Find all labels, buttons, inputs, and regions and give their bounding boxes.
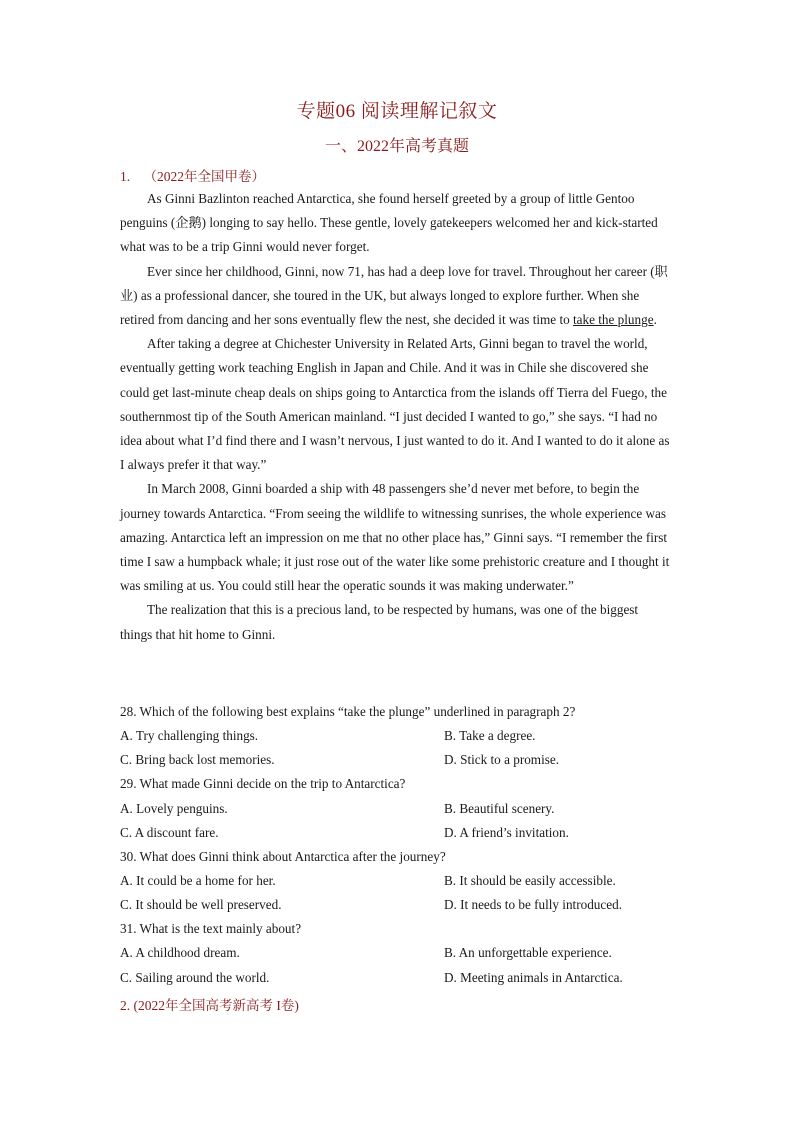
q29-option-d: D. A friend’s invitation. (444, 825, 569, 840)
paragraph-3: After taking a degree at Chichester University in Related Arts, Ginni began to travel the world, eventually getting work teaching English in Japan and Chile. And it was in Chile she discovered she could get last-minute cheap deals on ships going to Antarctica from the islands off Tierra del Fuego, the southernmost tip of the South American mainland. “I just decided I wanted to go,” she says. “I had no idea about what I’d find there and I wasn’t nervous, I just wanted to do it. And I wanted to do it alone as I always prefer it that way.” (120, 336, 670, 473)
paragraph-1: As Ginni Bazlinton reached Antarctica, she found herself greeted by a group of little Gentoo penguins (企鹅) longing to say hello. These gentle, lovely gatekeepers welcomed her and kick-started what was to be a trip Ginni would never forget. (120, 191, 658, 255)
q30-option-c: C. It should be well preserved. (120, 897, 282, 912)
q28-option-a: A. Try challenging things. (120, 728, 259, 743)
passage-source: （2022年全国甲卷） (143, 169, 265, 184)
passage-1-body (120, 187, 672, 647)
q30-option-d: D. It needs to be fully introduced. (444, 897, 622, 912)
q28-option-c: C. Bring back lost memories. (120, 752, 275, 767)
q28-option-b: B. Take a degree. (444, 728, 536, 743)
page-title: 专题06 阅读理解记叙文 (296, 101, 498, 122)
q30-option-a: A. It could be a home for her. (120, 873, 276, 888)
paragraph-2-text: Ever since her childhood, Ginni, now 71, has had a deep love for travel. Throughout her career (职业) as a professional dancer, she toured in the UK, but always longed to explore further. When she retired from dancing and her sons eventually flew the nest, she decided it was time to (120, 263, 668, 328)
q29-option-b: B. Beautiful scenery. (444, 801, 555, 816)
question-28: 28. Which of the following best explains “take the plunge” underlined in paragraph 2? (120, 704, 576, 719)
q29-option-a: A. Lovely penguins. (120, 801, 228, 816)
q31-option-d: D. Meeting animals in Antarctica. (444, 970, 623, 985)
question-31: 31. What is the text mainly about? (120, 921, 302, 936)
q31-option-a: A. A childhood dream. (120, 945, 240, 960)
question-30: 30. What does Ginni think about Antarctica after the journey? (120, 849, 446, 864)
paragraph-2-end: . (653, 312, 657, 328)
passage-2-heading: 2. (2022年全国高考新高考 I卷) (120, 998, 299, 1013)
section-subtitle: 一、2022年高考真题 (324, 138, 469, 155)
paragraph-2 (120, 260, 672, 333)
passage-number: 1. (120, 169, 131, 184)
q30-option-b: B. It should be easily accessible. (444, 873, 616, 888)
underlined-phrase: take the plunge (573, 312, 654, 328)
q29-option-c: C. A discount fare. (120, 825, 219, 840)
paragraph-5: The realization that this is a precious land, to be respected by humans, was one of the biggest things that hit home to Ginni. (120, 602, 639, 642)
q31-option-c: C. Sailing around the world. (120, 970, 270, 985)
paragraph-4: In March 2008, Ginni boarded a ship with 48 passengers she’d never met before, to begin the journey towards Antarctica. “From seeing the wildlife to witnessing sunrises, the whole experience was amazing. Antarctica left an impression on me that no other place has,” Ginni says. “I remember the first time I saw a humpback whale; it just rose out of the water like some prehistoric creature and I thought it was smiling at us. You could still hear the operatic sounds it was making underwater.” (120, 481, 670, 594)
q28-option-d: D. Stick to a promise. (444, 752, 560, 767)
q31-option-b: B. An unforgettable experience. (444, 945, 612, 960)
question-29: 29. What made Ginni decide on the trip to Antarctica? (120, 776, 406, 791)
passage-1-heading (120, 165, 265, 185)
